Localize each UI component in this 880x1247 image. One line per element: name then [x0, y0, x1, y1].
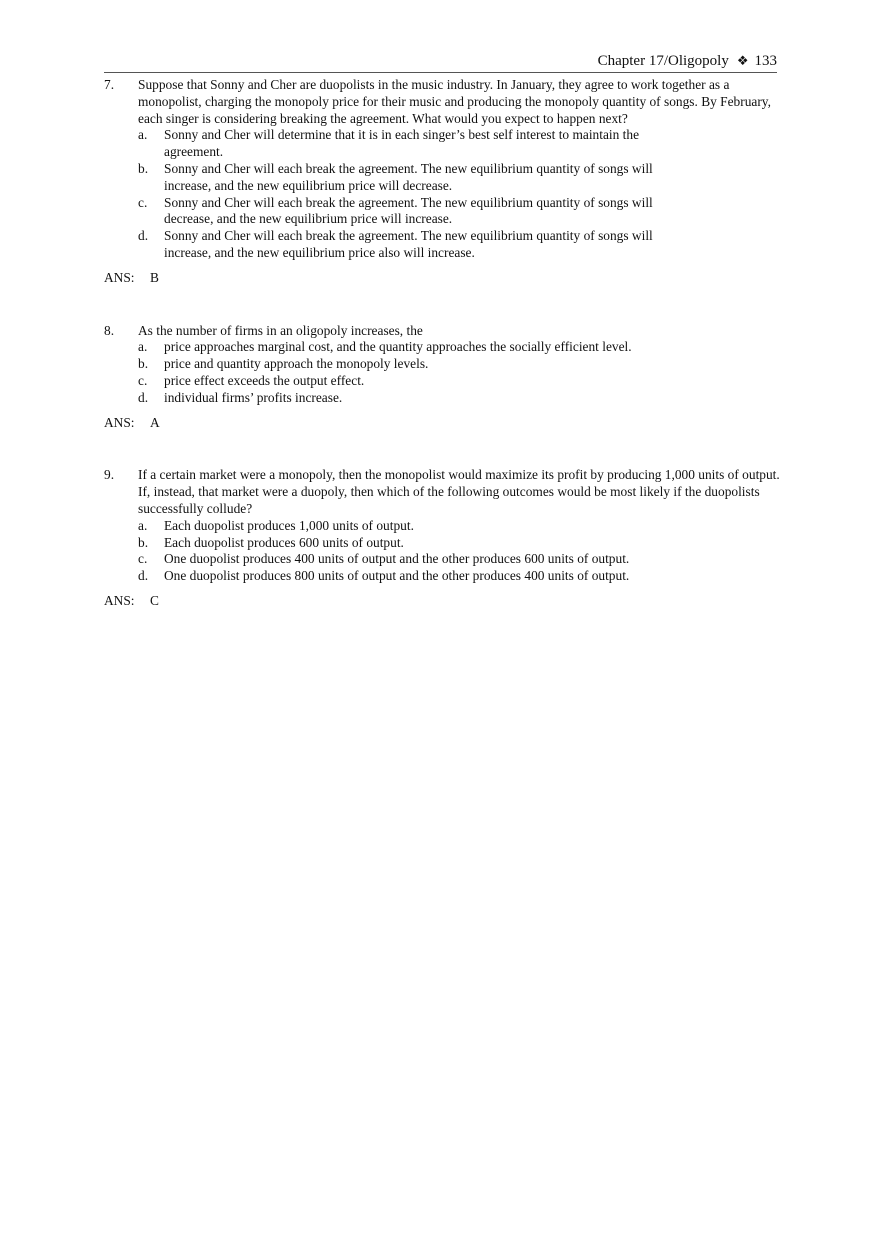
option-c: [138, 195, 780, 229]
option-letter: d.: [138, 568, 149, 584]
option-a: [138, 518, 780, 535]
option-text: price approaches marginal cost, and the quantity approaches the socially efficient level.: [164, 339, 632, 355]
question-7: [104, 77, 780, 287]
answer-options: [138, 518, 780, 585]
option-text: One duopolist produces 400 units of output and the other produces 600 units of output.: [164, 551, 630, 567]
answer-label: ANS:: [104, 414, 135, 430]
option-text: individual firms’ profits increase.: [164, 389, 343, 405]
diamond-separator-icon: ❖: [736, 53, 749, 68]
option-d: [138, 390, 780, 407]
spacer: [104, 287, 780, 323]
option-text: Each duopolist produces 600 units of output.: [164, 534, 404, 550]
option-text: Sonny and Cher will each break the agreement. The new equilibrium quantity of songs will increase, and the new equilibrium price also will increase.: [164, 228, 653, 260]
option-a: [138, 127, 780, 161]
option-text: Sonny and Cher will determine that it is in each singer’s best self interest to maintain the agreement.: [164, 127, 640, 160]
question-stem: Suppose that Sonny and Cher are duopolists in the music industry. In January, they agree to work together as a monopolist, charging the monopoly price for their music and producing the monopoly quantity of songs. By February, each singer is considering breaking the agreement. What would you expect to happen next?: [138, 77, 771, 126]
option-letter: a.: [138, 339, 148, 355]
option-c: [138, 373, 780, 390]
question-number: 7.: [104, 77, 115, 92]
page-number: 133: [754, 53, 777, 69]
option-letter: c.: [138, 194, 148, 210]
answer-line: [104, 415, 780, 432]
option-d: [138, 568, 780, 585]
question-stem: As the number of firms in an oligopoly increases, the: [138, 322, 423, 338]
question-number: 9.: [104, 467, 115, 483]
answer-label: ANS:: [104, 269, 135, 285]
answer-value: B: [150, 269, 159, 285]
answer-label: ANS:: [104, 592, 135, 608]
option-text: Sonny and Cher will each break the agreement. The new equilibrium quantity of songs will increase, and the new equilibrium price will decrease.: [164, 160, 653, 193]
answer-options: [138, 339, 780, 406]
question-8: [104, 323, 780, 432]
answer-value: A: [150, 414, 160, 430]
option-letter: b.: [138, 160, 149, 176]
question-stem: If a certain market were a monopoly, then the monopolist would maximize its profit by producing 1,000 units of output. If, instead, that market were a duopoly, then which of the following outcomes would be most likely if the duopolists successfully collude?: [138, 467, 780, 516]
option-letter: a.: [138, 127, 148, 143]
option-text: Each duopolist produces 1,000 units of output.: [164, 517, 414, 533]
option-letter: c.: [138, 551, 148, 567]
answer-line: [104, 270, 780, 287]
option-d: [138, 228, 780, 262]
option-b: [138, 356, 780, 373]
answer-line: [104, 593, 780, 610]
option-text: Sonny and Cher will each break the agreement. The new equilibrium quantity of songs will decrease, and the new equilibrium price will increase.: [164, 194, 653, 227]
page-header: [104, 52, 777, 73]
option-text: price effect exceeds the output effect.: [164, 372, 365, 388]
option-letter: d.: [138, 228, 149, 244]
option-letter: a.: [138, 517, 148, 533]
answer-value: C: [150, 592, 159, 608]
option-letter: b.: [138, 534, 149, 550]
chapter-title: Chapter 17/Oligopoly: [597, 53, 729, 69]
option-b: [138, 535, 780, 552]
question-9: [104, 467, 780, 609]
option-letter: c.: [138, 372, 148, 388]
option-text: price and quantity approach the monopoly levels.: [164, 356, 429, 372]
question-list: [104, 77, 780, 610]
option-c: [138, 551, 780, 568]
spacer: [104, 431, 780, 467]
option-letter: d.: [138, 389, 149, 405]
option-letter: b.: [138, 356, 149, 372]
option-text: One duopolist produces 800 units of output and the other produces 400 units of output.: [164, 568, 630, 584]
question-number: 8.: [104, 322, 115, 338]
option-b: [138, 161, 780, 195]
answer-options: [138, 127, 780, 261]
option-a: [138, 339, 780, 356]
